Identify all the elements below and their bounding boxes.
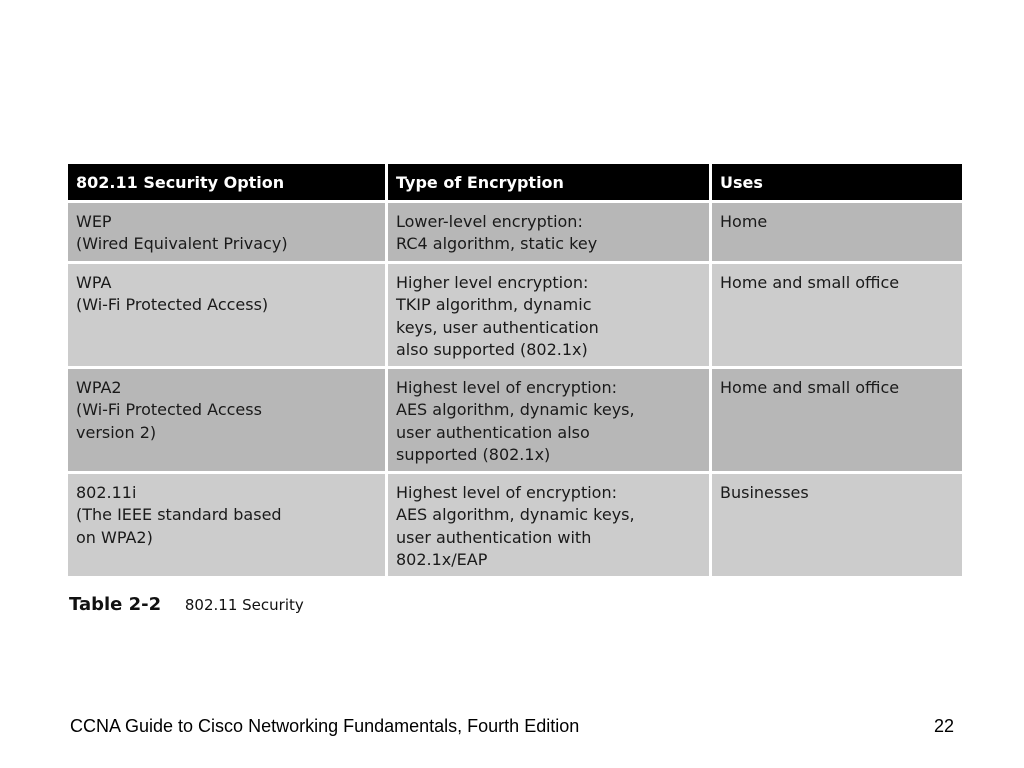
table-cell-encryption: Higher level encryption: TKIP algorithm, dynamic keys, user authentication also supported (802.1x) [388, 264, 709, 366]
table-cell-option: WPA (Wi-Fi Protected Access) [68, 264, 385, 366]
table-cell-encryption: Highest level of encryption: AES algorithm, dynamic keys, user authentication also supported (802.1x) [388, 369, 709, 471]
table-cell-option: WPA2 (Wi-Fi Protected Access version 2) [68, 369, 385, 471]
table-cell-option: WEP (Wired Equivalent Privacy) [68, 203, 385, 261]
table-caption [69, 593, 304, 617]
table-cell-uses: Home and small office [712, 369, 962, 471]
table-cell-uses: Home and small office [712, 264, 962, 366]
security-table [68, 164, 962, 576]
footer-page-number: 22 [933, 716, 954, 736]
table-caption-text: 802.11 Security [184, 596, 304, 614]
table-cell-encryption: Highest level of encryption: AES algorithm, dynamic keys, user authentication with 802.1x/EAP [388, 474, 709, 576]
table-cell-uses: Home [712, 203, 962, 261]
footer-book-title: CCNA Guide to Cisco Networking Fundamentals, Fourth Edition [70, 716, 580, 736]
table-header-uses: Uses [712, 164, 962, 200]
table-cell-encryption: Lower-level encryption: RC4 algorithm, static key [388, 203, 709, 261]
table-caption-label: Table 2-2 [69, 594, 162, 615]
table-cell-option: 802.11i (The IEEE standard based on WPA2) [68, 474, 385, 576]
table-header-security-option: 802.11 Security Option [68, 164, 385, 200]
table-header-encryption-type: Type of Encryption [388, 164, 709, 200]
table-cell-uses: Businesses [712, 474, 962, 576]
